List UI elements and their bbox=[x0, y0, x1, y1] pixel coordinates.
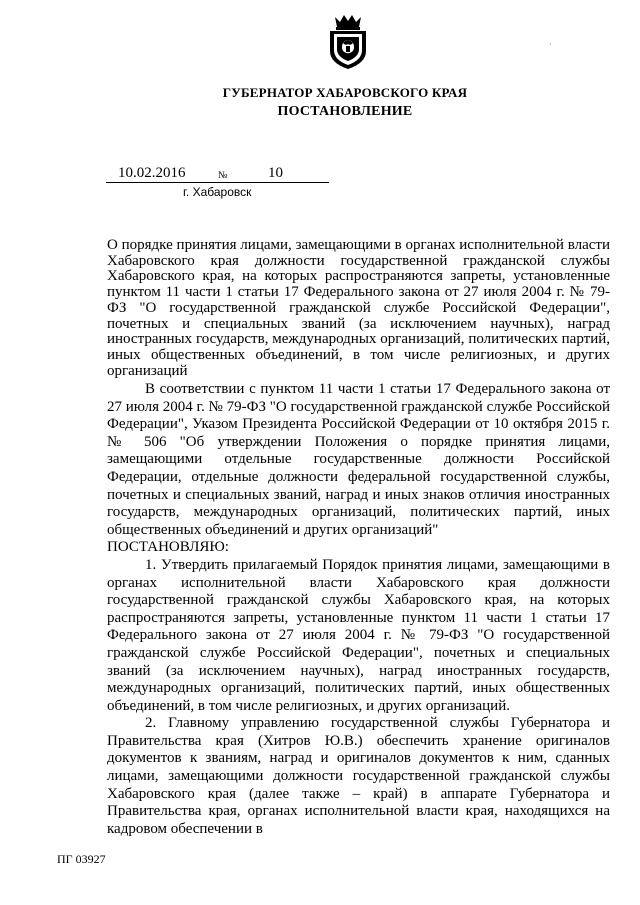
decree-subject: О порядке принятия лицами, замещающими в органах исполнительной власти Хабаровского края должности государственной гражданской службы Хабаровского края, на которых распространяются запреты, установленные пунктом 11 части 1 статьи 17 Федерального закона от 27 июля 2004 г. № 79-ФЗ "О государственной гражданской службе Российской Федерации", почетных и специальных званий (за исключением научных), наград иностранных государств, международных организаций, политических партий, иных общественных объединений, в том числе религиозных, и других организаций bbox=[107, 237, 610, 379]
document-code: ПГ 03927 bbox=[57, 852, 106, 866]
decree-body bbox=[107, 381, 610, 838]
preamble-paragraph: В соответствии с пунктом 11 части 1 статьи 17 Федерального закона от 27 июля 2004 г. № 79-ФЗ "О государственной гражданской службе Российской Федерации", Указом Президента Российской Федерации от 10 октября 2015 г. № 506 "Об утверждении Положения о порядке принятия лицами, замещающими отдельные государственные должности Российской Федерации, отдельные должности федеральной государственной службы, почетных и специальных званий, наград и иных знаков отличия иностранных государств, международных организаций, политических партий, иных общественных объединений и других организаций" bbox=[107, 381, 610, 538]
decree-word: ПОСТАНОВЛЯЮ: bbox=[107, 539, 229, 556]
decree-number: 10 bbox=[268, 165, 283, 181]
item-2-paragraph: 2. Главному управлению государственной службы Губернатора и Правительства края (Хитров Ю.В.) обеспечить хранение оригиналов документов к званиям, наград и оригиналов документов к ним, сданных лицами, замещающими должности государственной гражданской службы Хабаровского края (далее также – край) в аппарате Губернатора и Правительства края, органах исполнительной власти края, находящихся на кадровом обеспечении в bbox=[107, 715, 610, 837]
document-type-heading: ПОСТАНОВЛЕНИЕ bbox=[277, 104, 413, 119]
city-label: г. Хабаровск bbox=[183, 185, 252, 199]
decree-date: 10.02.2016 bbox=[118, 165, 186, 181]
coat-of-arms-icon bbox=[327, 13, 369, 71]
item-1-paragraph: 1. Утвердить прилагаемый Порядок принятия лицами, замещающими в органах исполнительной власти Хабаровского края должности государственной гражданской службы Хабаровского края, на которых распространяются запреты, установленные пунктом 11 части 1 статьи 17 Федерального закона от 27 июля 2004 г. № 79-ФЗ "О государственной гражданской службе Российской Федерации", почетных и специальных званий (за исключением научных), наград иностранных государств, международных организаций, политических партий, иных общественных объединений, в том числе религиозных, и других организаций. bbox=[107, 556, 610, 714]
margin-mark: · bbox=[549, 40, 552, 49]
number-sign: № bbox=[218, 170, 228, 181]
governor-heading: ГУБЕРНАТОР ХАБАРОВСКОГО КРАЯ bbox=[222, 85, 468, 100]
registration-underline bbox=[106, 182, 329, 183]
